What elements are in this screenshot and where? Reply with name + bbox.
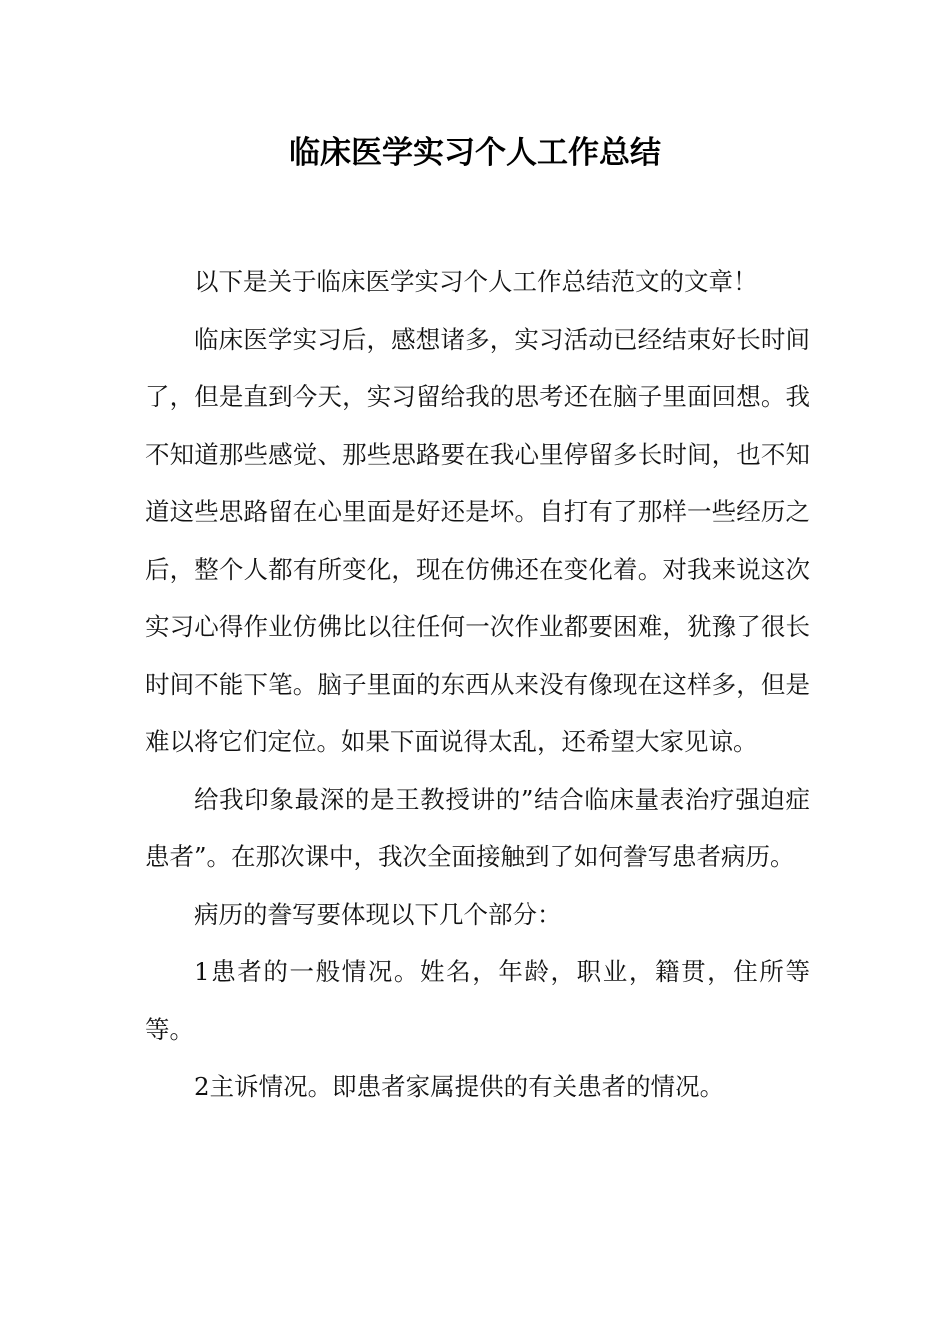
paragraph-reflection: 临床医学实习后，感想诸多，实习活动已经结束好长时间了，但是直到今天，实习留给我的思考还在脑子里面回想。我不知道那些感觉、那些思路要在我心里停留多长时间，也不知道这些思路留在心里面是好还是坏。自打有了那样一些经历之后，整个人都有所变化，现在仿佛还在变化着。对我来说这次实习心得作业仿佛比以往任何一次作业都要困难，犹豫了很长时间不能下笔。脑子里面的东西从来没有像现在这样多，但是难以将它们定位。如果下面说得太乱，还希望大家见谅。 xyxy=(145,324,810,756)
paragraph-impression: 给我印象最深的是王教授讲的”结合临床量表治疗强迫症患者”。在那次课中，我次全面接触到了如何誊写患者病历。 xyxy=(145,784,810,871)
document-body xyxy=(145,253,810,1116)
paragraph-item-2: 2主诉情况。即患者家属提供的有关患者的情况。 xyxy=(194,1072,725,1101)
document-title: 临床医学实习个人工作总结 xyxy=(289,135,661,171)
paragraph-item-1: 1患者的一般情况。姓名，年龄，职业，籍贯，住所等等。 xyxy=(145,957,810,1044)
paragraph-record-parts: 病历的誊写要体现以下几个部分： xyxy=(194,899,562,929)
paragraph-intro: 以下是关于临床医学实习个人工作总结范文的文章！ xyxy=(194,267,758,296)
